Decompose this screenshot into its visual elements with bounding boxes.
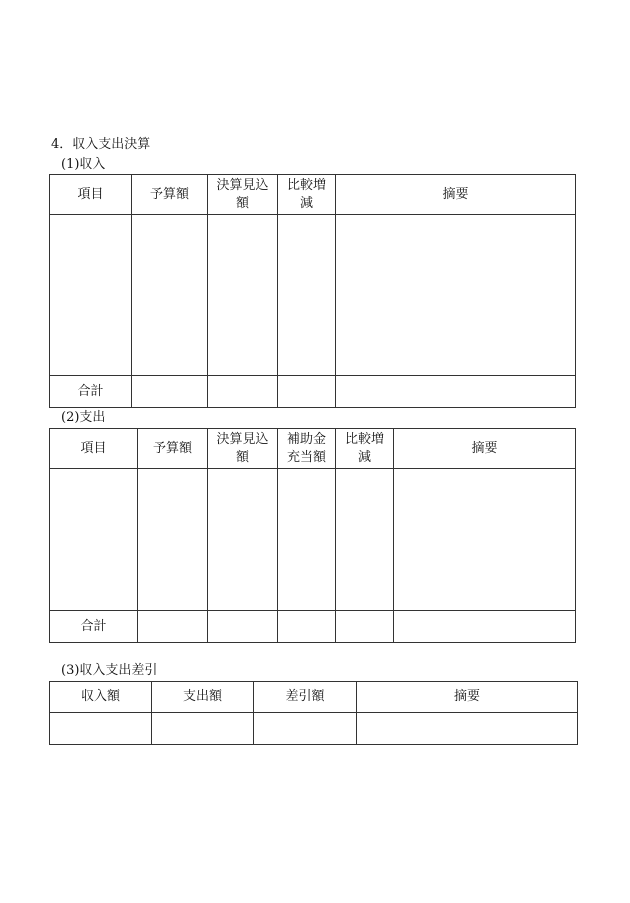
expense-body-row — [50, 469, 576, 611]
expense-header-budget: 予算額 — [138, 429, 208, 469]
balance-cell-expense[interactable] — [152, 713, 254, 745]
income-header-forecast: 決算見込 額 — [208, 175, 278, 215]
expense-total-label: 合計 — [50, 611, 138, 643]
income-total-row — [50, 376, 576, 408]
expense-cell-subsidy[interactable] — [278, 469, 336, 611]
balance-cell-income[interactable] — [50, 713, 152, 745]
balance-header-difference: 差引額 — [254, 682, 357, 713]
income-label: (1)収入 — [61, 157, 106, 172]
expense-cell-remarks[interactable] — [394, 469, 576, 611]
income-cell-forecast[interactable] — [208, 215, 278, 376]
income-total-difference[interactable] — [278, 376, 336, 408]
balance-header-row — [50, 682, 578, 713]
income-header-item: 項目 — [50, 175, 132, 215]
income-header-difference: 比較増 減 — [278, 175, 336, 215]
income-cell-difference[interactable] — [278, 215, 336, 376]
expense-header-remarks: 摘要 — [394, 429, 576, 469]
balance-value-row — [50, 713, 578, 745]
balance-table — [49, 681, 578, 745]
income-cell-budget[interactable] — [132, 215, 208, 376]
expense-cell-item[interactable] — [50, 469, 138, 611]
balance-header-expense: 支出額 — [152, 682, 254, 713]
income-cell-remarks[interactable] — [336, 215, 576, 376]
balance-label: (3)収入支出差引 — [61, 663, 158, 678]
expense-total-row — [50, 611, 576, 643]
income-total-forecast[interactable] — [208, 376, 278, 408]
balance-cell-difference[interactable] — [254, 713, 357, 745]
income-header-remarks: 摘要 — [336, 175, 576, 215]
expense-cell-forecast[interactable] — [208, 469, 278, 611]
expense-total-subsidy[interactable] — [278, 611, 336, 643]
expense-total-forecast[interactable] — [208, 611, 278, 643]
expense-total-budget[interactable] — [138, 611, 208, 643]
section-title: 4．収入支出決算 — [51, 137, 151, 152]
expense-total-difference[interactable] — [336, 611, 394, 643]
income-body-row — [50, 215, 576, 376]
balance-cell-remarks[interactable] — [357, 713, 578, 745]
expense-header-row — [50, 429, 576, 469]
balance-header-income: 収入額 — [50, 682, 152, 713]
expense-header-subsidy: 補助金 充当額 — [278, 429, 336, 469]
income-cell-item[interactable] — [50, 215, 132, 376]
expense-total-remarks[interactable] — [394, 611, 576, 643]
expense-cell-budget[interactable] — [138, 469, 208, 611]
expense-label: (2)支出 — [61, 410, 106, 425]
expense-cell-difference[interactable] — [336, 469, 394, 611]
income-total-remarks[interactable] — [336, 376, 576, 408]
expense-header-item: 項目 — [50, 429, 138, 469]
income-header-row — [50, 175, 576, 215]
expense-header-forecast: 決算見込 額 — [208, 429, 278, 469]
income-table — [49, 174, 576, 408]
income-total-label: 合計 — [50, 376, 132, 408]
expense-header-difference: 比較増 減 — [336, 429, 394, 469]
income-header-budget: 予算額 — [132, 175, 208, 215]
expense-table — [49, 428, 576, 643]
balance-header-remarks: 摘要 — [357, 682, 578, 713]
income-total-budget[interactable] — [132, 376, 208, 408]
